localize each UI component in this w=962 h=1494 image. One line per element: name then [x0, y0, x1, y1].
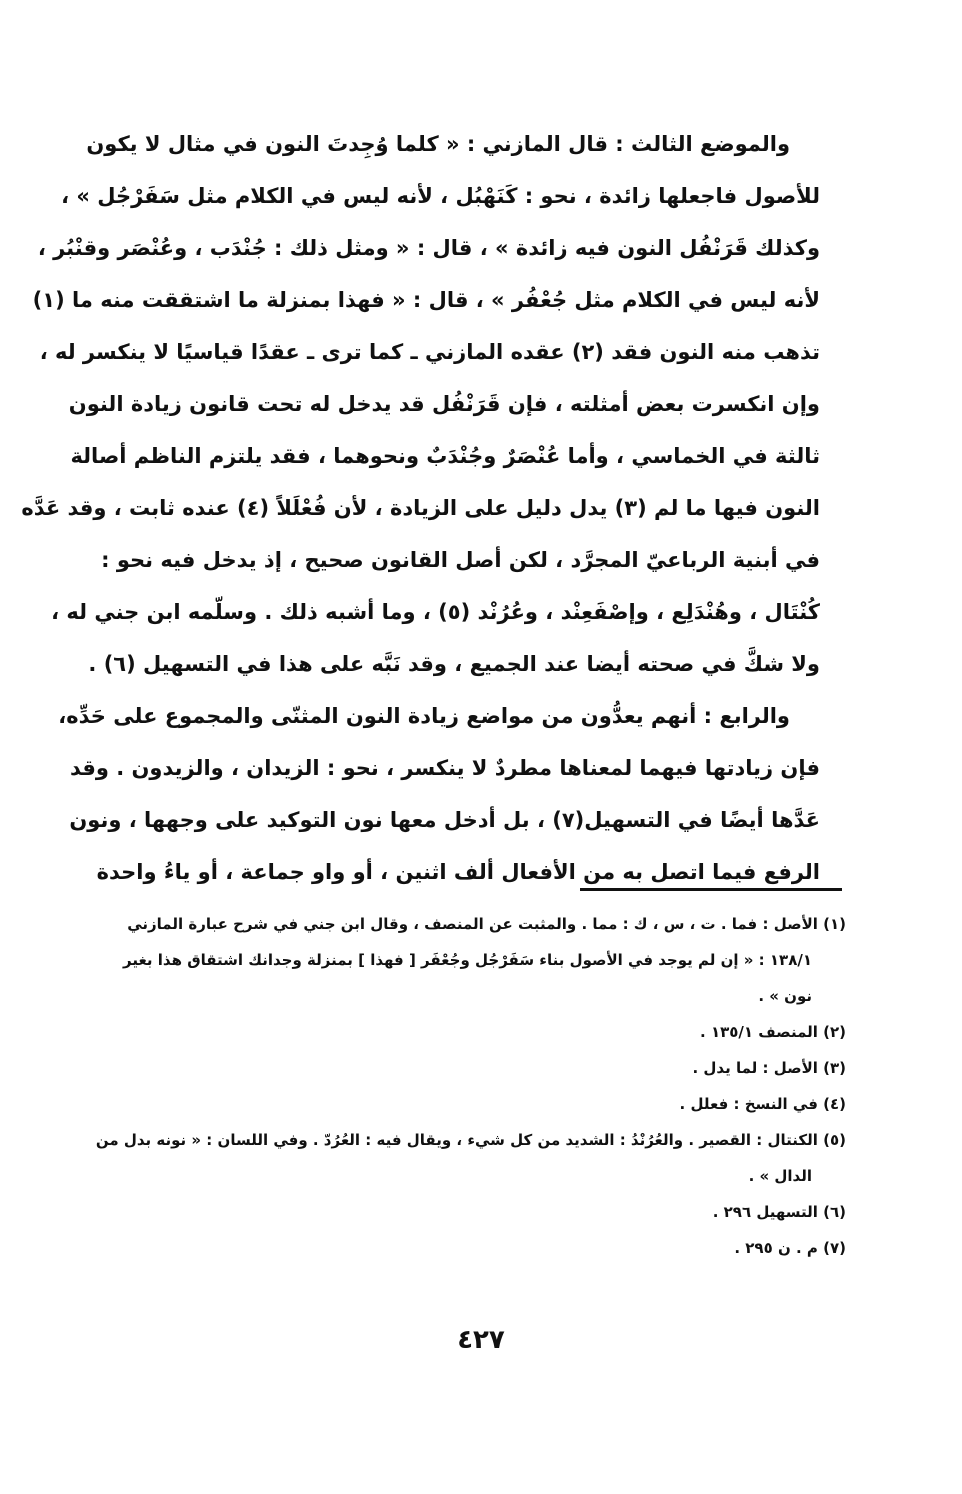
main-text: [21, 118, 820, 898]
footnote: ١٣٨/١ : « إن لم يوجد في الأصول بناء سَفَرْجُل وجُعْفَر [ فهذا ] بمنزلة وجدانك اشتقاق هذا بغير: [123, 951, 812, 969]
text-line: وإن انكسرت بعض أمثلته ، فإن قَرَنْفُل قد يدخل له تحت قانون زيادة النون: [68, 392, 820, 416]
page-number: ٤٢٧: [457, 1325, 505, 1355]
text-line: النون فيها ما لم (٣) يدل دليل على الزيادة ، لأن فُعْلَلاً (٤) عنده ثابت ، وقد عَدَّه: [21, 496, 820, 520]
text-line: تذهب منه النون فقد (٢) عقده المازني ـ كما ترى ـ عقدًا قياسيًا لا ينكسر له ،: [39, 340, 820, 364]
footnote: (٥) الكنتال : القصير . والعُرُنْدُ : الشديد من كل شيء ، ويقال فيه : العُرُدّ . وفي اللسان : « نونه بدل من: [95, 1131, 846, 1149]
text-line: في أبنية الرباعيّ المجرَّد ، لكن أصل القانون صحيح ، إذ يدخل فيه نحو :: [101, 548, 820, 572]
text-line: للأصول فاجعلها زائدة ، نحو : كَنَهْبُل ، لأنه ليس في الكلام مثل سَفَرْجُل » ،: [61, 184, 820, 208]
text-line: الرفع فيما اتصل به من الأفعال ألف اثنين ، أو واو جماعة ، أو ياءُ واحدة: [96, 860, 820, 884]
text-line: وكذلك قَرَنْفُل النون فيه زائدة » ، قال : « ومثل ذلك : جُنْدَب ، وعُنْصَر وقنْبُر ،: [37, 236, 820, 260]
footnotes: [94, 906, 846, 1266]
text-line: ولا شكَّ في صحته أيضا عند الجميع ، وقد نَبَّه على هذا في التسهيل (٦) .: [88, 652, 820, 676]
text-line: عَدَّها أيضًا في التسهيل(٧) ، بل أدخل معها نون التوكيد على وجهها ، ونون: [69, 808, 820, 832]
footnote: (٧) م . ن ٢٩٥ .: [734, 1239, 846, 1257]
text-line: كُنْتَال ، وهُنْدَلِع ، وإصْفَعِنْد ، وعُرُنْد (٥) ، وما أشبه ذلك . وسلّمه ابن جني له ،: [51, 600, 820, 624]
footnote: (٦) التسهيل ٢٩٦ .: [712, 1203, 846, 1221]
footnote: (٢) المنصف ١٣٥/١ .: [700, 1023, 846, 1041]
footnote: الدال » .: [748, 1167, 812, 1185]
footnote: نون » .: [758, 987, 812, 1005]
text-line: والرابع : أنهم يعدُّون من مواضع زيادة النون المثنّى والمجموع على حَدِّه،: [58, 704, 790, 728]
text-line: ثالثة في الخماسي ، وأما عُنْصَرٌ وجُنْدَبٌ ونحوهما ، فقد يلتزم الناظم أصالة: [70, 444, 820, 468]
footnote: (٣) الأصل : لما يدل .: [692, 1059, 846, 1077]
footnote-separator: [580, 888, 842, 891]
footnote: (١) الأصل : فما . ت ، س ، ك : مما . والمثبت عن المنصف ، وقال ابن جني في شرح عبارة المازني: [127, 915, 846, 933]
footnote: (٤) في النسخ : فعلل .: [679, 1095, 846, 1113]
text-line: والموضع الثالث : قال المازني : « كلما وُجِدتَ النون في مثال لا يكون: [86, 132, 790, 156]
text-line: فإن زيادتها فيهما لمعناها مطردٌ لا ينكسر ، نحو : الزيدان ، والزيدون . وقد: [69, 756, 820, 780]
text-line: لأنه ليس في الكلام مثل جُعْفُر » ، قال : « فهذا بمنزلة ما اشتققت منه ما (١): [32, 288, 820, 312]
